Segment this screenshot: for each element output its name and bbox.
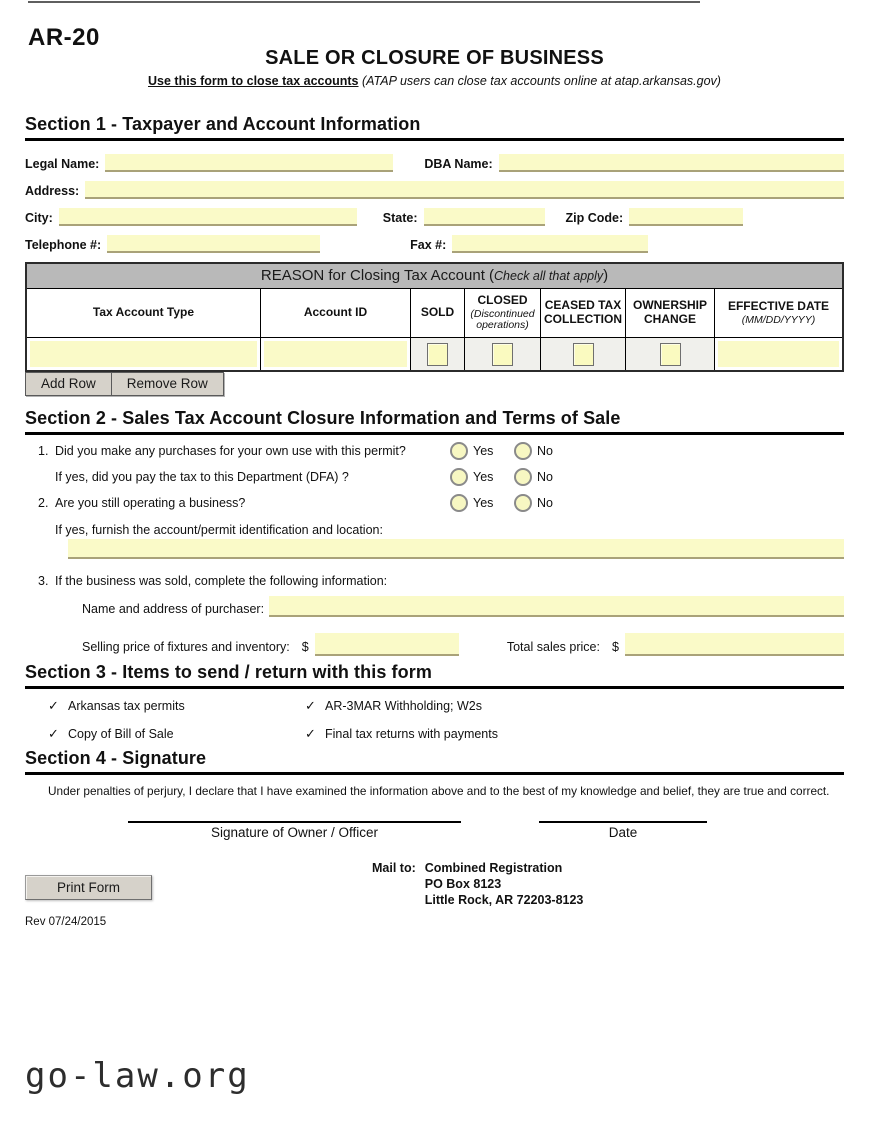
q1-yes-group [450, 442, 493, 460]
checklist-item-label: Arkansas tax permits [68, 699, 185, 713]
reason-table-data-row [27, 337, 842, 370]
purchaser-input[interactable] [269, 596, 844, 617]
mail-print-block [25, 860, 844, 932]
reason-title-main: REASON for Closing Tax Account ( [260, 267, 495, 284]
row-legal-dba [25, 154, 844, 172]
check-icon: ✓ [48, 698, 59, 713]
q1f-no-label: No [537, 470, 553, 484]
selling-price-label: Selling price of fixtures and inventory: [82, 640, 290, 654]
remove-row-button[interactable]: Remove Row [112, 372, 224, 396]
question-1-followup [25, 470, 844, 496]
watermark-text: go-law.org [25, 1056, 250, 1096]
dba-name-input[interactable] [499, 154, 844, 172]
section2-questions [25, 444, 844, 522]
checklist-item-label: Final tax returns with payments [325, 727, 498, 741]
city-input[interactable] [59, 208, 357, 226]
reason-table-header-row [27, 289, 842, 337]
sold-checkbox[interactable] [427, 343, 448, 366]
question-1-followup-text: If yes, did you pay the tax to this Department (DFA) ? [55, 470, 349, 484]
checklist-item [48, 698, 305, 714]
section4-heading: Section 4 - Signature [25, 748, 844, 775]
ownership-change-checkbox[interactable] [660, 343, 681, 366]
form-instruction-bold: Use this form to close tax accounts [148, 74, 359, 88]
q1-no-label: No [537, 444, 553, 458]
q2-yes-group [450, 494, 493, 512]
effective-date-cell [714, 337, 842, 370]
section1-heading: Section 1 - Taxpayer and Account Information [25, 114, 844, 141]
question-1 [25, 444, 844, 470]
signature-label: Signature of Owner / Officer [210, 825, 379, 840]
total-price-label: Total sales price: [506, 640, 600, 654]
q1-yes-radio[interactable] [450, 442, 468, 460]
question-2-number: 2. [38, 496, 49, 510]
reason-title-italic: Check all that apply [494, 269, 604, 283]
col-header-tax-account-type: Tax Account Type [27, 289, 260, 337]
items-checklist [48, 698, 844, 742]
question-3-text: If the business was sold, complete the following information: [55, 574, 388, 588]
question-2 [25, 496, 844, 522]
print-form-button[interactable]: Print Form [25, 875, 152, 900]
question-1-number: 1. [38, 444, 49, 458]
reason-table-title [27, 264, 842, 289]
question-1-text: Did you make any purchases for your own use with this permit? [55, 444, 406, 458]
q1-no-radio[interactable] [514, 442, 532, 460]
tax-account-type-cell [27, 337, 260, 370]
date-line [539, 821, 707, 823]
closed-cell [464, 337, 540, 370]
scan-artifact-line [28, 1, 700, 3]
zip-code-input[interactable] [629, 208, 743, 226]
signature-block [25, 821, 844, 857]
add-row-button[interactable]: Add Row [25, 372, 112, 396]
selling-price-dollar-sign: $ [301, 640, 309, 654]
telephone-input[interactable] [107, 235, 320, 253]
state-input[interactable] [424, 208, 545, 226]
checklist-item [48, 726, 305, 742]
ceased-tax-collection-checkbox[interactable] [573, 343, 594, 366]
furnish-label: If yes, furnish the account/permit identification and location: [55, 523, 383, 537]
q1f-no-group [514, 468, 553, 486]
tax-account-type-input[interactable] [30, 341, 257, 367]
col-header-closed: CLOSED (Discontinued operations) [464, 289, 540, 337]
account-id-cell [260, 337, 410, 370]
account-id-input[interactable] [264, 341, 407, 367]
perjury-statement: Under penalties of perjury, I declare that I have examined the information above and to the best of my knowledge and belief, they are true and correct. [48, 784, 830, 798]
q1-yes-label: Yes [473, 444, 494, 458]
q1f-yes-group [450, 468, 493, 486]
row-phone-fax [25, 235, 844, 253]
section3-heading: Section 3 - Items to send / return with this form [25, 662, 844, 689]
checklist-item-label: AR-3MAR Withholding; W2s [325, 699, 482, 713]
q2-no-radio[interactable] [514, 494, 532, 512]
col-header-ownership-change: OWNERSHIP CHANGE [625, 289, 714, 337]
reason-title-end: ) [603, 267, 609, 284]
checklist-item [305, 726, 844, 742]
date-label: Date [608, 825, 638, 840]
q2-yes-label: Yes [473, 496, 494, 510]
q2-no-label: No [537, 496, 553, 510]
fax-input[interactable] [452, 235, 648, 253]
check-icon: ✓ [48, 726, 59, 741]
mail-to-block [372, 860, 583, 908]
q1f-no-radio[interactable] [514, 468, 532, 486]
checklist-item [305, 698, 844, 714]
mail-line: PO Box 8123 [424, 877, 502, 891]
taxpayer-fields [25, 154, 844, 253]
purchaser-row [82, 596, 844, 617]
table-row-buttons [25, 372, 844, 396]
dba-name-label: DBA Name: [424, 157, 493, 171]
ceased-tax-collection-cell [540, 337, 625, 370]
row-city-state-zip [25, 208, 844, 226]
closed-checkbox[interactable] [492, 343, 513, 366]
total-price-input[interactable] [625, 633, 844, 656]
legal-name-input[interactable] [105, 154, 393, 172]
mail-to-label: Mail to: [372, 861, 416, 875]
question-3-number: 3. [38, 574, 49, 588]
selling-price-input[interactable] [315, 633, 459, 656]
question-2-text: Are you still operating a business? [55, 496, 246, 510]
reason-table [25, 262, 844, 372]
total-price-dollar-sign: $ [611, 640, 619, 654]
ownership-change-cell [625, 337, 714, 370]
telephone-label: Telephone #: [25, 238, 102, 252]
mail-line: Little Rock, AR 72203-8123 [424, 893, 584, 907]
form-title: SALE OR CLOSURE OF BUSINESS [265, 47, 604, 69]
col-header-account-id: Account ID [260, 289, 410, 337]
col-header-sold: SOLD [410, 289, 464, 337]
city-label: City: [25, 211, 53, 225]
q1-no-group [514, 442, 553, 460]
check-icon: ✓ [305, 726, 316, 741]
address-label: Address: [25, 184, 80, 198]
zip-code-label: Zip Code: [565, 211, 624, 225]
check-icon: ✓ [305, 698, 316, 713]
q1f-yes-label: Yes [473, 470, 494, 484]
form-instruction-note: (ATAP users can close tax accounts online at atap.arkansas.gov) [361, 74, 721, 88]
mail-address [425, 860, 584, 908]
legal-name-label: Legal Name: [25, 157, 100, 171]
signature-line [128, 821, 461, 823]
furnish-input[interactable] [68, 539, 844, 559]
purchaser-label: Name and address of purchaser: [82, 602, 265, 616]
q2-no-group [514, 494, 553, 512]
col-header-ceased-tax-collection: CEASED TAX COLLECTION [540, 289, 625, 337]
section2-heading: Section 2 - Sales Tax Account Closure Information and Terms of Sale [25, 408, 844, 435]
effective-date-input[interactable] [718, 341, 839, 367]
question-3 [25, 574, 844, 590]
checklist-item-label: Copy of Bill of Sale [68, 727, 174, 741]
mail-line: Combined Registration [424, 861, 563, 875]
address-input[interactable] [85, 181, 844, 199]
col-header-effective-date: EFFECTIVE DATE (MM/DD/YYYY) [714, 289, 842, 337]
form-instruction [0, 74, 869, 88]
fax-label: Fax #: [410, 238, 447, 252]
q2-yes-radio[interactable] [450, 494, 468, 512]
row-address [25, 181, 844, 199]
revision-date: Rev 07/24/2015 [25, 916, 107, 928]
state-label: State: [382, 211, 418, 225]
sold-cell [410, 337, 464, 370]
form-number: AR-20 [28, 24, 100, 51]
q1f-yes-radio[interactable] [450, 468, 468, 486]
price-row [82, 633, 844, 656]
